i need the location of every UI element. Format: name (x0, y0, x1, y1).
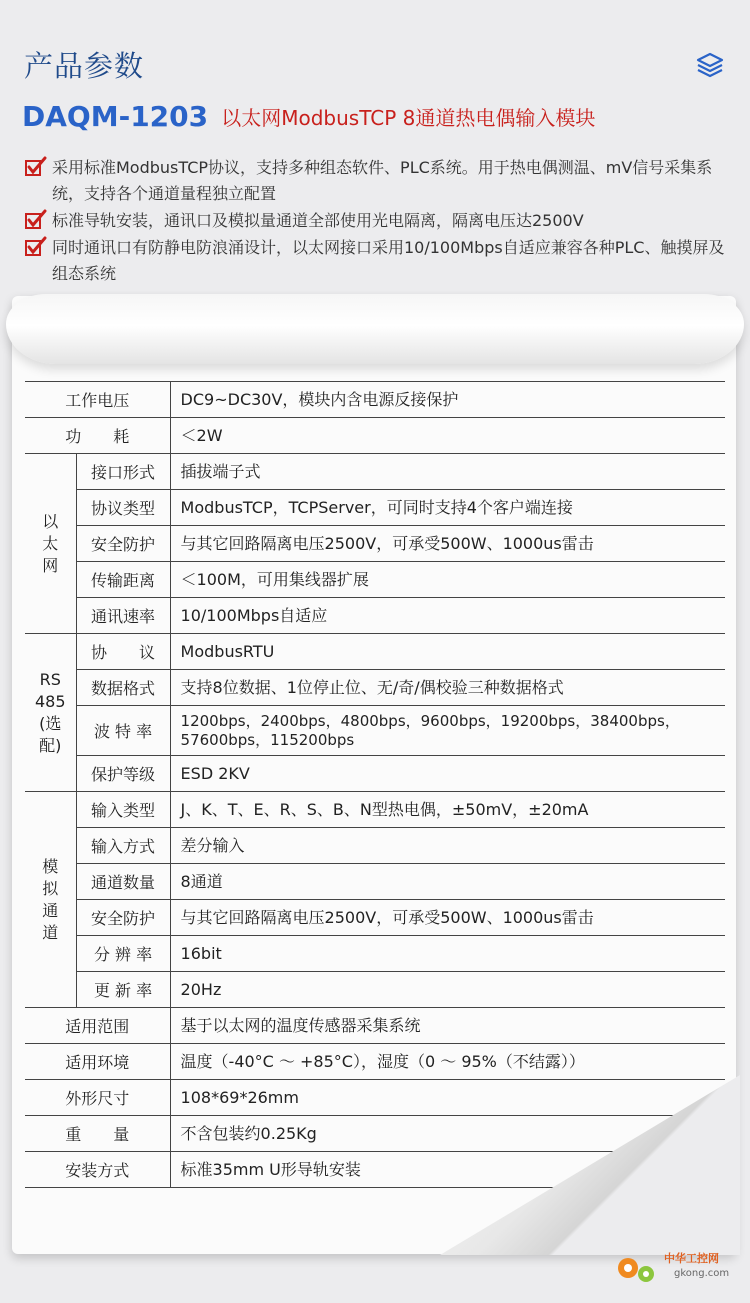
table-row (25, 418, 725, 454)
group-char: 拟 (42, 878, 59, 898)
table-row (25, 1008, 725, 1044)
row-value: ＜2W (170, 418, 725, 454)
table-row (25, 900, 725, 936)
feature-text: 同时通讯口有防静电防浪涌设计，以太网接口采用10/100Mbps自适应兼容各种PLC、触摸屏及组态系统 (52, 238, 725, 283)
row-value: 8通道 (170, 864, 725, 900)
model-heading (22, 100, 595, 140)
table-row (25, 1080, 725, 1116)
group-char: 网 (42, 555, 59, 575)
paper-curl (6, 294, 744, 364)
group-char: 485 (35, 691, 66, 711)
row-value: 标准35mm U形导轨安装 (170, 1152, 725, 1188)
row-value: 支持8位数据、1位停止位、无/奇/偶校验三种数据格式 (170, 670, 725, 706)
row-label: 重 量 (25, 1116, 170, 1152)
table-row (25, 936, 725, 972)
row-value: 1200bps，2400bps，4800bps，9600bps，19200bps，38400bps，57600bps，115200bps (170, 706, 725, 756)
group-char: 道 (42, 922, 59, 942)
watermark-logo (612, 1244, 740, 1286)
row-label: 波 特 率 (76, 706, 170, 756)
group-char: RS (39, 669, 61, 689)
table-row (25, 490, 725, 526)
model-id: DAQM-1203 (22, 100, 209, 133)
row-label: 接口形式 (76, 454, 170, 490)
group-char: 太 (42, 533, 59, 553)
table-row (25, 382, 725, 418)
row-value: J、K、T、E、R、S、B、N型热电偶，±50mV，±20mA (170, 792, 725, 828)
row-value: 10/100Mbps自适应 (170, 598, 725, 634)
feature-item (24, 235, 734, 287)
row-value: ESD 2KV (170, 756, 725, 792)
row-label: 适用环境 (25, 1044, 170, 1080)
feature-item (24, 155, 734, 207)
row-label: 通讯速率 (76, 598, 170, 634)
checkbox-checked-icon (24, 235, 48, 259)
row-label: 安全防护 (76, 900, 170, 936)
table-row (25, 670, 725, 706)
table-row (25, 598, 725, 634)
row-label: 安全防护 (76, 526, 170, 562)
row-label: 外形尺寸 (25, 1080, 170, 1116)
row-label: 适用范围 (25, 1008, 170, 1044)
row-label: 更 新 率 (76, 972, 170, 1008)
row-label: 传输距离 (76, 562, 170, 598)
checkbox-checked-icon (24, 155, 48, 179)
page-title: 产品参数 (24, 49, 145, 83)
row-value: DC9~DC30V，模块内含电源反接保护 (170, 382, 725, 418)
row-label: 输入类型 (76, 792, 170, 828)
table-row (25, 562, 725, 598)
layers-icon[interactable] (695, 50, 725, 80)
feature-item (24, 208, 734, 234)
checkbox-checked-icon (24, 208, 48, 232)
row-value: 插拔端子式 (170, 454, 725, 490)
watermark-text: 中华工控网 (664, 1252, 719, 1265)
table-row (25, 1044, 725, 1080)
row-label: 安装方式 (25, 1152, 170, 1188)
row-value: ModbusTCP，TCPServer，可同时支持4个客户端连接 (170, 490, 725, 526)
group-analog (25, 792, 76, 1008)
row-value: 与其它回路隔离电压2500V，可承受500W、1000us雷击 (170, 900, 725, 936)
row-label: 保护等级 (76, 756, 170, 792)
row-label: 输入方式 (76, 828, 170, 864)
spec-table (25, 381, 725, 1188)
group-char: (选配) (39, 713, 62, 755)
table-row (25, 526, 725, 562)
group-char: 通 (42, 900, 59, 920)
row-value: 基于以太网的温度传感器采集系统 (170, 1008, 725, 1044)
row-value: 16bit (170, 936, 725, 972)
table-row (25, 706, 725, 756)
row-value: 20Hz (170, 972, 725, 1008)
group-ethernet (25, 454, 76, 634)
feature-list (24, 155, 734, 288)
row-value: 差分输入 (170, 828, 725, 864)
row-label: 协议类型 (76, 490, 170, 526)
row-label: 分 辨 率 (76, 936, 170, 972)
table-row (25, 454, 725, 490)
watermark-url: gkong.com (674, 1268, 730, 1279)
feature-text: 标准导轨安装，通讯口及模拟量通道全部使用光电隔离，隔离电压达2500V (52, 211, 584, 230)
row-label: 协 议 (76, 634, 170, 670)
group-rs485 (25, 634, 76, 792)
table-row (25, 634, 725, 670)
row-value: ModbusRTU (170, 634, 725, 670)
group-char: 以 (42, 511, 59, 531)
row-value: 不含包装约0.25Kg (170, 1116, 725, 1152)
table-row (25, 756, 725, 792)
row-label: 通道数量 (76, 864, 170, 900)
row-value: 与其它回路隔离电压2500V，可承受500W、1000us雷击 (170, 526, 725, 562)
row-value: 温度（-40°C ～ +85°C），湿度（0 ～ 95%（不结露）） (170, 1044, 725, 1080)
group-char: 模 (42, 856, 59, 876)
model-description: 以太网ModbusTCP 8通道热电偶输入模块 (221, 106, 596, 130)
row-value: 108*69*26mm (170, 1080, 725, 1116)
row-label: 数据格式 (76, 670, 170, 706)
table-row (25, 828, 725, 864)
feature-text: 采用标准ModbusTCP协议，支持多种组态软件、PLC系统。用于热电偶测温、mV信号采集系统，支持各个通道量程独立配置 (52, 158, 713, 203)
table-row (25, 1116, 725, 1152)
row-label: 功 耗 (25, 418, 170, 454)
table-row (25, 864, 725, 900)
row-value: ＜100M，可用集线器扩展 (170, 562, 725, 598)
table-row (25, 972, 725, 1008)
row-label: 工作电压 (25, 382, 170, 418)
table-row (25, 792, 725, 828)
